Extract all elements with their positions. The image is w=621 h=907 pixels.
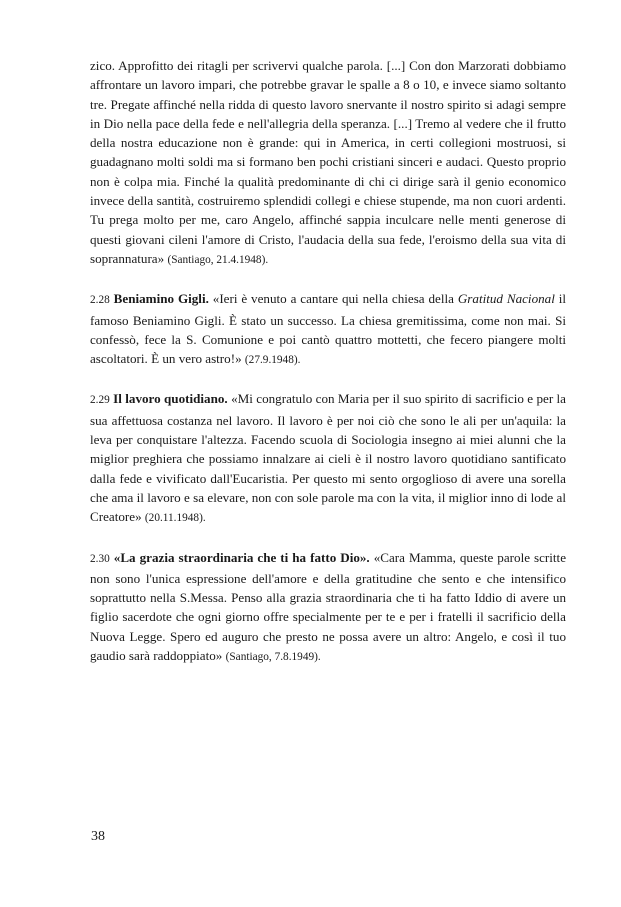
paragraph-text: il famoso Beniamino Gigli. È stato un successo. La chiesa gremitissima, come non mai. Si confessò, fece la S. Comunione e poi cantò quattro mottetti, che fecero piangere molti ascoltatori. È un vero astro!» bbox=[90, 291, 567, 367]
section-number: 2.29 bbox=[90, 394, 110, 407]
paragraph-2-30 bbox=[90, 548, 566, 668]
paragraph-text: «Mi congratulo con Maria per il suo spirito di sacrificio e per la sua affettuosa costanza nel lavoro. Il lavoro è per noi ciò che sono le ali per un'aquila: la leva per conquistare l'altezza. Facendo scuola di Sociologia insegno ai miei alunni che la miglior preghiera che possiamo innalzare ai cieli è il nostro lavoro quotidiano santificato dalla fede e vivificato dall'Eucaristia. Per questo mi sento orgoglioso di avere una sorella che ama il lavoro e sa elevare, non con sole parole ma con la vita, il miglior inno di lode al Creatore» bbox=[90, 391, 566, 525]
italic-phrase: Gratitud Nacional bbox=[457, 291, 555, 307]
paragraph-text: «Cara Mamma, queste parole scritte non sono l'unica espressione dell'amore e della gratitudine che sento e che intensifico soprattutto nella S.Messa. Penso alla grazia straordinaria che ti ha fatto Iddio di avere un figlio sacerdote che ogni giorno offre specialmente per te e per i fratelli il sacrificio della Nuova Legge. Spero ed auguro che presto ne possa avere un altro: Angelo, e così il tuo gaudio sarà raddoppiato» bbox=[90, 549, 566, 664]
section-number: 2.28 bbox=[90, 294, 110, 307]
paragraph-text: «Ieri è venuto a cantare qui nella chiesa della bbox=[212, 291, 454, 307]
section-heading: «La grazia straordinaria che ti ha fatto Dio». bbox=[113, 549, 370, 565]
paragraph-2-28 bbox=[90, 289, 566, 370]
paragraph-letter-continuation bbox=[90, 56, 566, 270]
page-number: 38 bbox=[91, 829, 105, 844]
citation: (27.9.1948). bbox=[244, 354, 301, 367]
paragraph-2-29 bbox=[90, 389, 566, 528]
paragraph-text: zico. Approfitto dei ritagli per scrivervi qualche parola. [...] Con don Marzorati dobbiamo affrontare un lavoro impari, che potrebbe gravar le spalle a 8 o 10, e invece siamo soltanto tre. Pregate affinché nella ridda di questo lavoro snervante il nostro spirito si adagi sempre in Dio nella pace della fede e nell'allegria della speranza. [...] Tremo al vedere che il frutto della nostra educazione non è grande: qui in America, in certi collegioni mostruosi, si guadagnano molti soldi ma si formano ben pochi cristiani sinceri e audaci. Questo proprio non è colpa mia. Finché la qualità predominante di chi ci dirige sarà il genio economico invece della santità, costruiremo splendidi collegi e chiese stupende, ma non cuori ardenti. Tu prega molto per me, caro Angelo, affinché sappia inculcare nelle menti generose di questi giovani cileni l'amore di Cristo, l'audacia della sua fede, l'eroismo della sua vita di soprannatura» bbox=[90, 58, 566, 266]
section-heading: Beniamino Gigli. bbox=[113, 291, 209, 307]
citation: (Santiago, 21.4.1948). bbox=[167, 253, 269, 266]
section-number: 2.30 bbox=[90, 552, 110, 565]
citation: (20.11.1948). bbox=[144, 512, 206, 525]
citation: (Santiago, 7.8.1949). bbox=[225, 651, 321, 664]
body-text bbox=[90, 56, 566, 667]
section-heading: Il lavoro quotidiano. bbox=[113, 391, 228, 407]
